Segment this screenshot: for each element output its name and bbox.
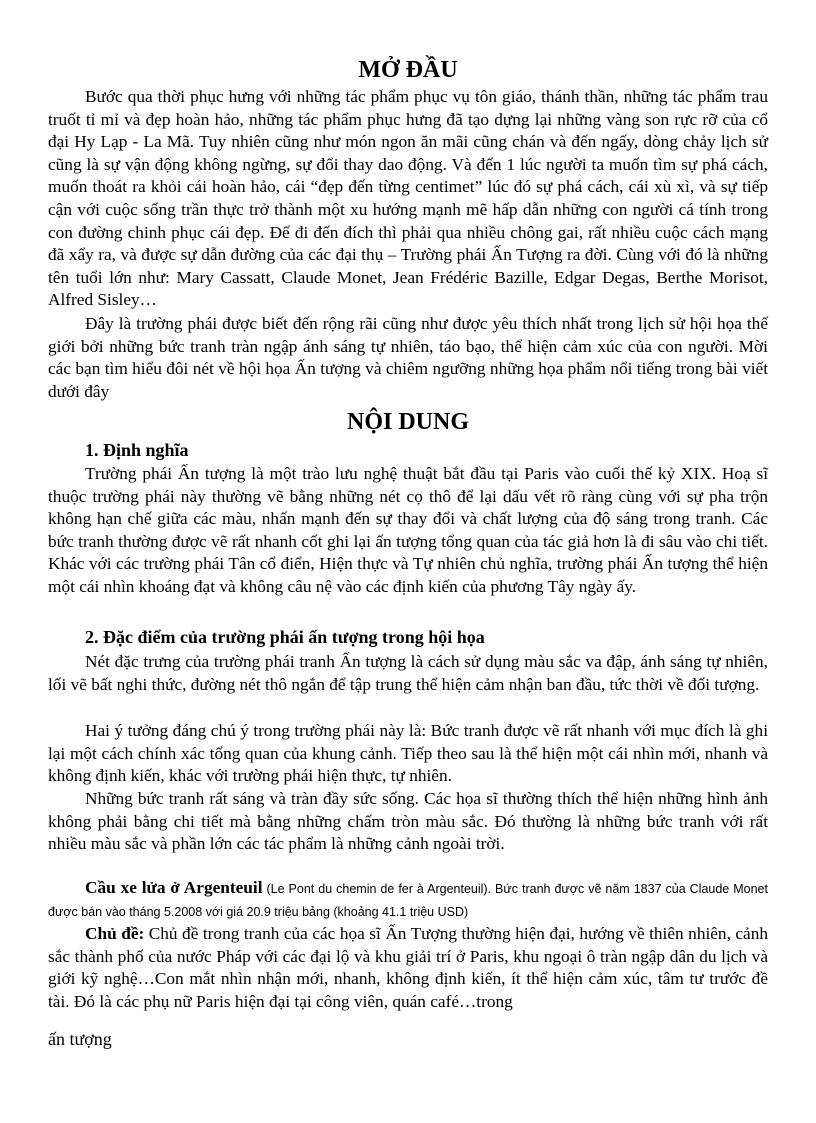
intro-paragraph-1: Bước qua thời phục hưng với những tác phẩm phục vụ tôn giáo, thánh thần, những tác phẩm trau truốt tỉ mỉ và đẹp hoàn hảo, những tác phẩm phục hưng đã tạo dựng lại những vàng son rực rỡ của cổ đại Hy Lạp - La Mã. Tuy nhiên cũng như món ngon ăn mãi cũng chán và đến ngấy, dòng chảy lịch sử cũng là sự vận động không ngừng, sự đổi thay dao động. Và đến 1 lúc người ta muốn tìm sự phá cách, muốn thoát ra khỏi cái hoàn hảo, cái “đẹp đến từng centimet” lúc đó sự phá cách, cái xù xì, và sự tiếp cận với cuộc sống trần thực trở thành một xu hướng mạnh mẽ hấp dẫn những con người cá tính trong con đường chinh phục cái đẹp. Để đi đến đích thì phải qua nhiều chông gai, rất nhiều cuộc cách mạng đã xẩy ra, và được sự dẫn đường của các đại thụ – Trường phái Ấn Tượng ra đời. Cùng với đó là những tên tuổi lớn như: Mary Cassatt, Claude Monet, Jean Frédéric Bazille, Edgar Degas, Berthe Morisot, Alfred Sisley… (48, 87, 768, 310)
section-2-paragraph-3: Những bức tranh rất sáng và tràn đầy sức sống. Các họa sĩ thường thích thể hiện những hình ảnh không phải bằng chi tiết mà bằng những chấm tròn màu sắc. Đó thường là những bức tranh với rất nhiều màu sắc và phần lớn các tác phẩm là những cảnh ngoài trời. (48, 789, 768, 854)
content-title: NỘI DUNG (346, 409, 469, 435)
theme-label: Chủ đề: (85, 924, 145, 943)
section-2-paragraph-1: Nét đặc trưng của trường phái tranh Ấn tượng là cách sử dụng màu sắc va đập, ánh sáng tự nhiên, lối vẽ bất nghi thức, đường nét thô ngắn để tập trung thể hiện cảm nhận ban đầu, tức thời về đối tượng. (48, 652, 768, 694)
caption-body: (Le Pont du chemin de fer à Argenteuil). Bức tranh được vẽ năm 1837 của Claude Monet được bán vào tháng 5.2008 với giá 20.9 triệu bảng (khoảng 41.1 triệu USD) (48, 882, 768, 919)
theme-paragraph (48, 923, 768, 1013)
section-2-heading: 2. Đặc điểm của trường phái ấn tượng trong hội họa (85, 627, 485, 647)
painting-caption (48, 877, 768, 923)
intro-paragraph-2: Đây là trường phái được biết đến rộng rãi cũng như được yêu thích nhất trong lịch sử hội họa thế giới bởi những bức tranh tràn ngập ánh sáng tự nhiên, táo bạo, thể hiện cảm xúc của con người. Mời các bạn tìm hiểu đôi nét về hội họa Ấn tượng và chiêm ngưỡng những họa phẩm nổi tiếng trong bài viết dưới đây (48, 314, 768, 401)
trailing-text: ấn tượng (48, 1029, 112, 1049)
section-2-paragraph-2: Hai ý tưởng đáng chú ý trong trường phái này là: Bức tranh được vẽ rất nhanh với mục đích là ghi lại một cách chính xác tổng quan của khung cảnh. Tiếp theo sau là thể hiện một cái nhìn mới, nhanh và không định kiến, khác với trường phái hiện thực, tự nhiên. (48, 721, 768, 786)
section-1-heading: 1. Định nghĩa (85, 440, 189, 460)
section-1-paragraph: Trường phái Ấn tượng là một trào lưu nghệ thuật bắt đầu tại Paris vào cuối thế kỷ XIX. Hoạ sĩ thuộc trường phái này thường vẽ bằng những nét cọ thô để lại dấu vết rõ ràng cùng với sự pha trộn không hạn chế giữa các màu, nhấn mạnh đến sự thay đổi và chất lượng của độ sáng trong tranh. Các bức tranh thường được vẽ rất nhanh cốt ghi lại ấn tượng tổng quan của tác giả hơn là đi sâu vào chi tiết. Khác với các trường phái Tân cổ điển, Hiện thực và Tự nhiên chủ nghĩa, trường phái Ấn tượng thể hiện một cái nhìn khoáng đạt và không câu nệ vào các định kiến của phương Tây ngày ấy. (48, 464, 768, 596)
theme-text: Chủ đề trong tranh của các họa sĩ Ấn Tượng thường hiện đại, hướng về thiên nhiên, cảnh sắc thành phố của nước Pháp với các đại lộ và khu giải trí ở Paris, khu ngoại ô tràn ngập dân du lịch và giới kỹ nghệ…Con mắt nhìn nhận mới, nhanh, không định kiến, ít thể hiện cảm xúc, tâm tư trước đề tài. Đó là các phụ nữ Paris hiện đại tại công viên, quán café…trong (48, 924, 769, 1011)
intro-title: MỞ ĐẦU (358, 57, 458, 83)
caption-title: Cầu xe lửa ở Argenteuil (85, 878, 263, 897)
